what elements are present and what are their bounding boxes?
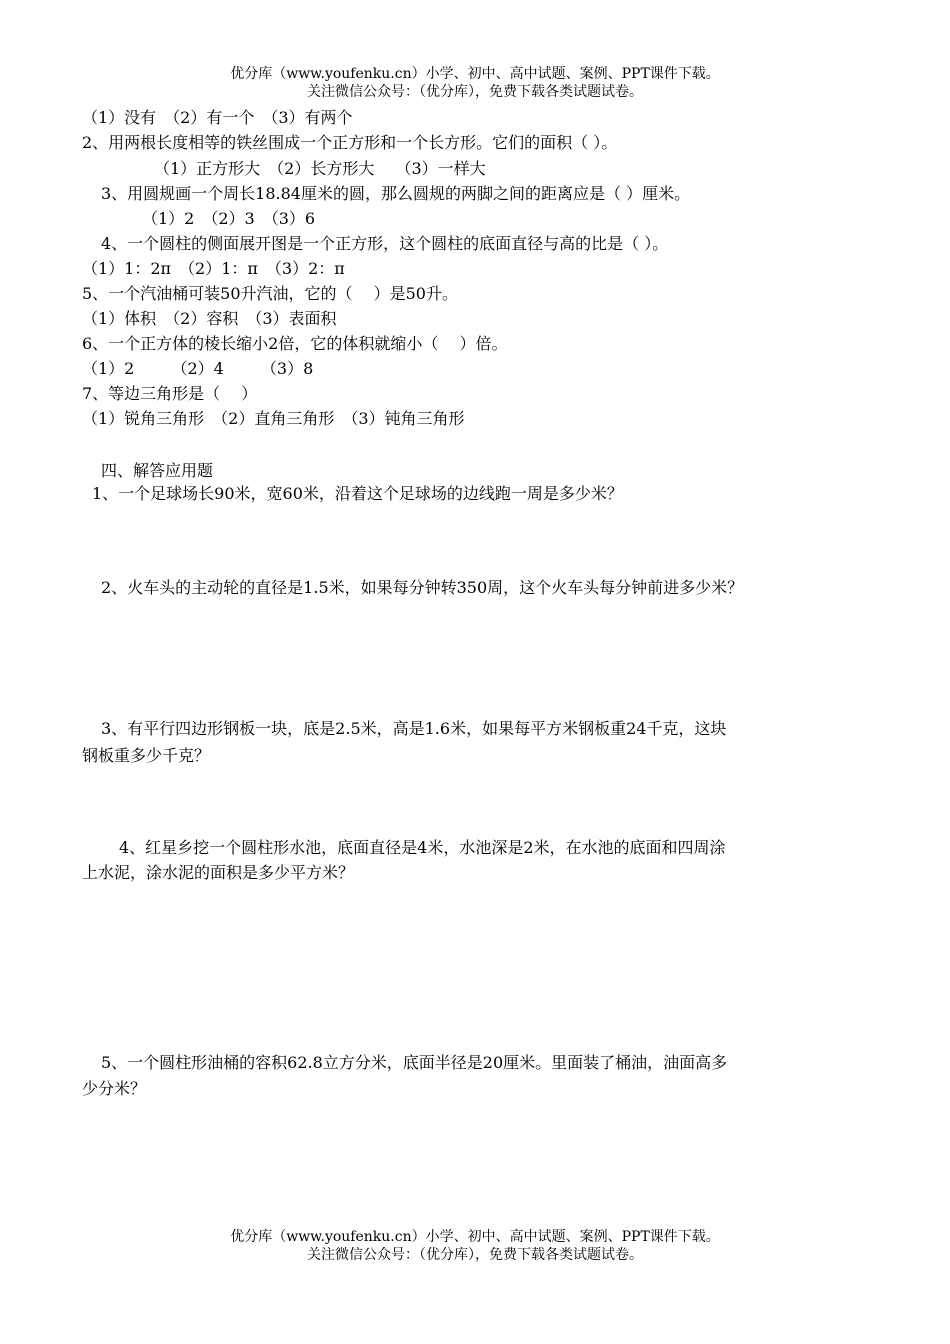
q2-options: （1）正方形大 （2）长方形大 （3）一样大: [154, 159, 486, 178]
q5-text: 5、一个汽油桶可装50升汽油，它的（ ）是50升。: [82, 284, 458, 303]
problem-2: 2、火车头的主动轮的直径是1.5米，如果每分钟转350周，这个火车头每分钟前进多少米？: [101, 578, 744, 597]
footer-line-1: 优分库（www.youfenku.cn）小学、初中、高中试题、案例、PPT课件下载。: [230, 1229, 720, 1245]
problem-3-line-1: 3、有平行四边形钢板一块，底是2.5米，高是1.6米，如果每平方米钢板重24千克，这块: [101, 719, 727, 738]
footer-line-2: 关注微信公众号：（优分库），免费下载各类试题试卷。: [307, 1247, 643, 1263]
section-4-title: 四、解答应用题: [101, 461, 214, 480]
problem-3-line-2: 钢板重多少千克？: [82, 746, 211, 765]
q7-text: 7、等边三角形是（ ）: [82, 384, 258, 403]
problem-1: 1、一个足球场长90米，宽60米，沿着这个足球场的边线跑一周是多少米？: [92, 484, 623, 503]
q6-text: 6、一个正方体的棱长缩小2倍，它的体积就缩小（ ）倍。: [82, 334, 508, 353]
problem-4-line-2: 上水泥，涂水泥的面积是多少平方米？: [82, 863, 355, 882]
q5-options: （1）体积 （2）容积 （3）表面积: [82, 309, 337, 328]
problem-4-line-1: 4、红星乡挖一个圆柱形水池，底面直径是4米，水池深是2米，在水池的底面和四周涂: [119, 838, 726, 857]
q2-text: 2、用两根长度相等的铁丝围成一个正方形和一个长方形。它们的面积（ ）。: [82, 133, 618, 152]
header-line-2: 关注微信公众号：（优分库），免费下载各类试题试卷。: [307, 84, 643, 100]
q4-text: 4、一个圆柱的侧面展开图是一个正方形，这个圆柱的底面直径与高的比是（ ）。: [101, 234, 669, 253]
q6-options: （1）2 （2）4 （3）8: [82, 359, 314, 378]
q4-options: （1）1：2π （2）1：π （3）2：π: [82, 259, 345, 278]
q1-options: （1）没有 （2）有一个 （3）有两个: [82, 108, 353, 127]
problem-5-line-2: 少分米？: [82, 1079, 147, 1098]
problem-5-line-1: 5、一个圆柱形油桶的容积62.8立方分米，底面半径是20厘米。里面装了桶油，油面高多: [101, 1053, 728, 1072]
header-line-1: 优分库（www.youfenku.cn）小学、初中、高中试题、案例、PPT课件下载。: [230, 66, 720, 82]
q7-options: （1）锐角三角形 （2）直角三角形 （3）钝角三角形: [82, 409, 465, 428]
q3-options: （1）2 （2）3 （3）6: [142, 209, 316, 228]
q3-text: 3、用圆规画一个周长18.84厘米的圆，那么圆规的两脚之间的距离应是（ ）厘米。: [101, 184, 691, 203]
